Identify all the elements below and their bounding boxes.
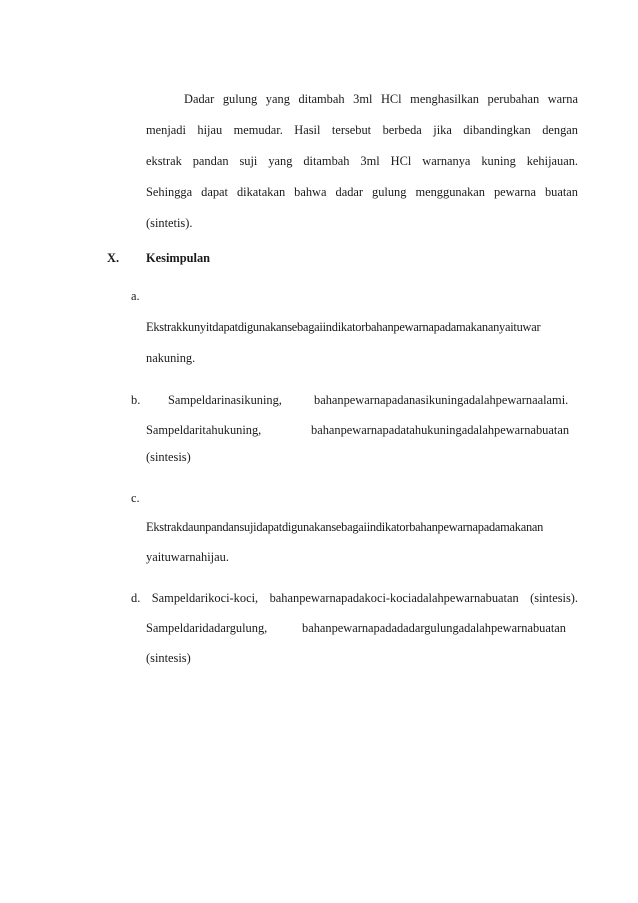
- paragraph-line-4: Sehingga dapat dikatakan bahwa dadar gulung menggunakan pewarna buatan: [146, 185, 578, 199]
- item-d-line-2-left: Sampeldaridadargulung,: [146, 621, 268, 635]
- item-b-line-2-right: bahanpewarnapadatahukuningadalahpewarnabuatan: [311, 423, 570, 437]
- item-a-line-2: nakuning.: [146, 351, 196, 365]
- item-d-line-1: d. Sampeldarikoci-koci, bahanpewarnapadakoci-kociadalahpewarnabuatan (sintesis).: [131, 591, 578, 605]
- item-b-line-3: (sintesis): [146, 450, 191, 464]
- paragraph-line-5: (sintetis).: [146, 216, 193, 230]
- item-d-line-2-right: bahanpewarnapadadadargulungadalahpewarnabuatan: [302, 621, 566, 635]
- item-b-line-1-left: Sampeldarinasikuning,: [168, 393, 282, 407]
- section-number: X.: [107, 251, 120, 265]
- item-b-line-1-right: bahanpewarnapadanasikuningadalahpewarnaalami.: [314, 393, 569, 407]
- item-c-line-1: Ekstrakdaunpandansujidapatdigunakansebagaiindikatorbahanpewarnapadamakanan: [146, 520, 544, 534]
- paragraph-line-1: Dadar gulung yang ditambah 3ml HCl menghasilkan perubahan warna: [184, 92, 578, 106]
- item-b-line-2-left: Sampeldaritahukuning,: [146, 423, 262, 437]
- item-c-line-2: yaituwarnahijau.: [146, 550, 229, 564]
- item-a-line-1: Ekstrakkunyitdapatdigunakansebagaiindikatorbahanpewarnapadamakananyaituwar: [146, 320, 541, 334]
- item-b-marker: b.: [131, 393, 141, 407]
- item-c-marker: c.: [131, 491, 140, 505]
- item-a-marker: a.: [131, 289, 140, 303]
- paragraph-line-3: ekstrak pandan suji yang ditambah 3ml HCl warnanya kuning kehijauan.: [146, 154, 578, 168]
- paragraph-line-2: menjadi hijau memudar. Hasil tersebut berbeda jika dibandingkan dengan: [146, 123, 578, 137]
- section-title: Kesimpulan: [146, 251, 211, 265]
- item-d-line-3: (sintesis): [146, 651, 191, 665]
